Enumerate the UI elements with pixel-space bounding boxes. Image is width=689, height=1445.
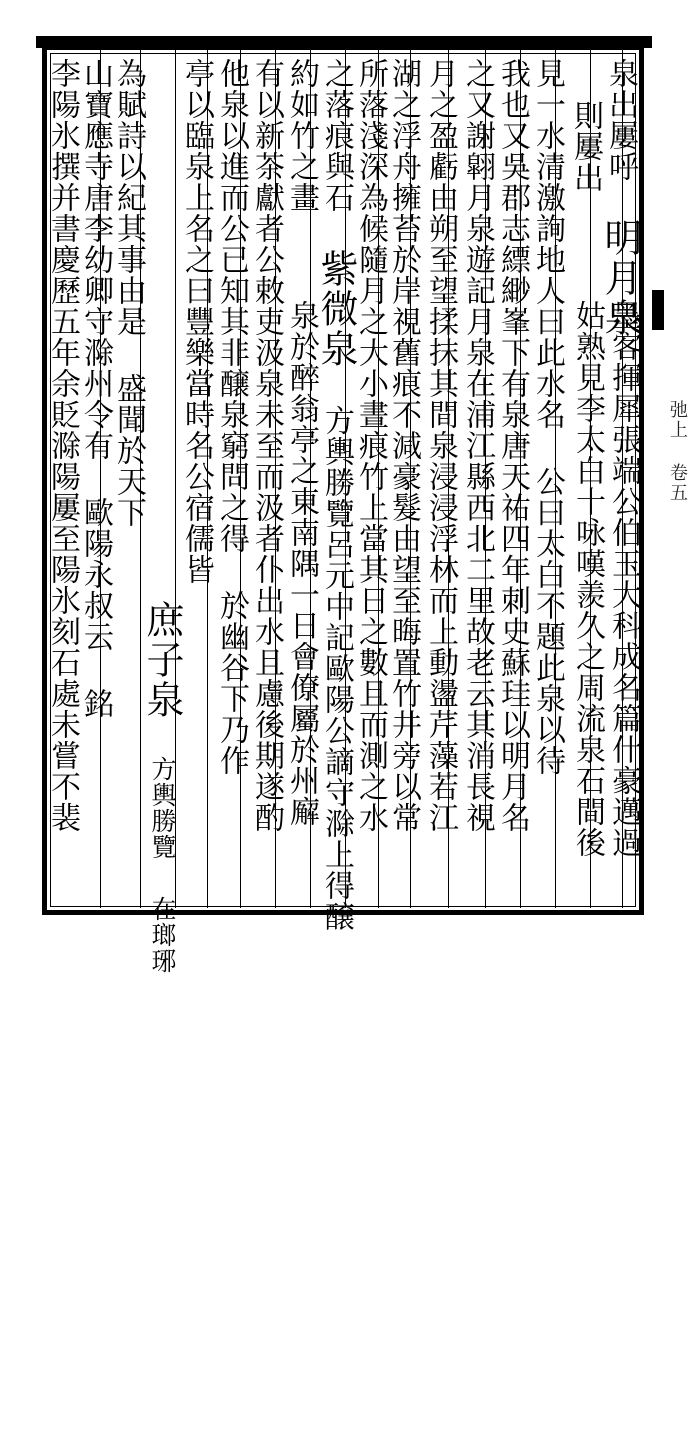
column-text: 方輿勝覽呂元中記歐陽公謫守滁上得醸 <box>319 405 354 932</box>
column-text: 墨客揮犀張端公伯玉大科成名篇什豪邁過 <box>606 300 641 858</box>
text-column-2 <box>603 300 643 1145</box>
heading-mingyue-quan: 明月泉 <box>598 218 642 338</box>
column-text: 湖之浮舟擁苔於岸視舊痕不減豪髮由望至晦置竹井旁以常 <box>386 58 421 833</box>
text-column-7 <box>420 58 460 903</box>
inline-source-note: 方輿勝覽 <box>148 756 177 860</box>
text-column-9 <box>350 58 390 903</box>
column-text: 有以新茶獻者公敕吏汲泉未至而汲者仆出水且慮後期遂酌 <box>249 58 284 833</box>
column-text: 泉出屢呼 <box>603 58 638 182</box>
column-text: 為賦詩以紀其事由是 <box>111 58 146 337</box>
column-text: 泉於醉翁亭之東南隅一日會僚屬於州廨 <box>284 300 319 827</box>
column-text: 之落痕與石 <box>319 58 354 213</box>
fore-edge-mark <box>652 290 664 330</box>
column-text: 亭以臨泉上名之曰豐樂當時名公宿儒皆 <box>179 58 214 585</box>
inline-heading-column <box>142 600 182 1445</box>
text-column-3 <box>567 300 607 1145</box>
column-text: 姑熟見李太白十咏嘆羨久之周流泉石間後 <box>570 300 605 858</box>
column-text: 之又謝翶月泉遊記月泉在浦江縣西北二里故老云其消長視 <box>460 58 495 833</box>
heading-shuzi-quan: 庶子泉 <box>140 600 184 720</box>
column-text: 盛聞於天下 <box>111 373 146 528</box>
text-column-14 <box>176 58 216 903</box>
column-text: 見一水清激詢地人曰此水名 <box>530 58 565 430</box>
column-text: 歐陽永叔云 <box>78 497 113 652</box>
text-column-5 <box>492 58 532 903</box>
column-text: 於幽谷下乃作 <box>214 590 249 776</box>
heading-ziwei-quan: 紫微泉 <box>314 249 358 369</box>
column-text: 月之盈虧由朔至望揉抹其間泉浸浸浮林而上動盪芹藻若江 <box>423 58 458 833</box>
text-column-12 <box>246 58 286 903</box>
text-column-13 <box>211 58 251 903</box>
text-column-17 <box>42 58 82 903</box>
text-column-11b <box>281 300 321 1145</box>
fore-edge-note: 弛上 卷五 <box>667 400 688 503</box>
column-text: 公曰太白不題此泉以待 <box>530 466 565 776</box>
text-column-10 <box>314 58 358 932</box>
inline-tail-text: 在瑯琊 <box>148 896 177 974</box>
tail-mark: 銘 <box>78 688 113 719</box>
column-text: 所落淺深為候隨月之大小晝痕竹上當其日之數且而測之水 <box>353 58 388 833</box>
text-column-4 <box>527 58 567 903</box>
column-text: 約如竹之畫 <box>284 58 319 213</box>
column-text: 李陽氷撰并書慶歷五年余貶滁陽屢至陽氷刻石處未嘗不裴 <box>45 58 80 833</box>
column-text: 他泉以進而公已知其非醸泉窮問之得 <box>214 58 249 554</box>
column-text: 則屢出 <box>568 100 603 193</box>
column-text: 我也又吳郡志縹緲峯下有泉唐天祐四年刺史蘇珪以明月名 <box>495 58 530 833</box>
text-column-6 <box>457 58 497 903</box>
column-text: 山寶應寺唐李幼卿守滁州令有 <box>78 58 113 461</box>
